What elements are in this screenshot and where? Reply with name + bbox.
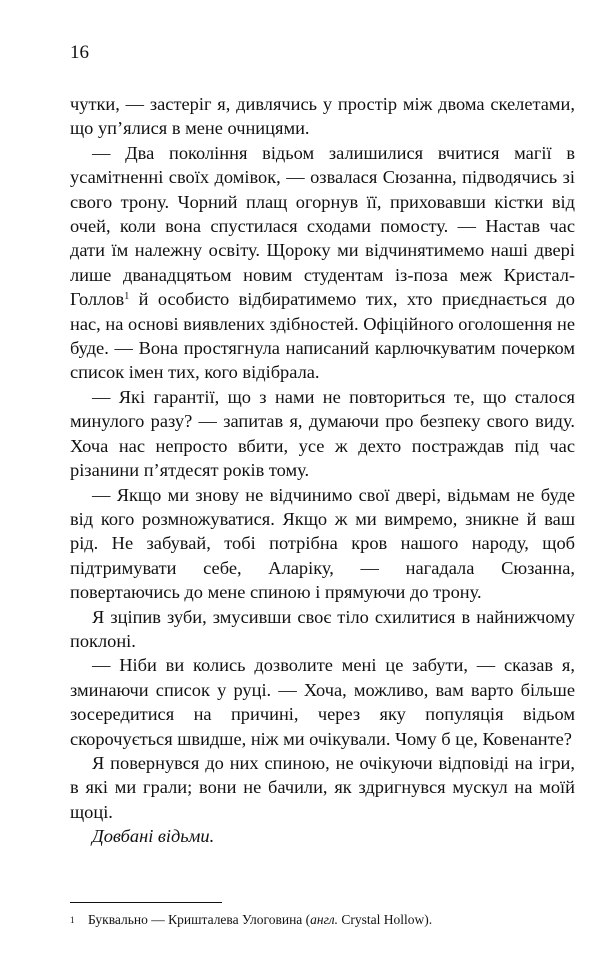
- footnote-rule: [70, 902, 222, 903]
- paragraph: Я зціпив зуби, змусивши своє тіло схилитися в найнижчому поклоні.: [70, 606, 575, 651]
- closing-line: Довбані відьми.: [92, 826, 215, 847]
- page-number: 16: [70, 42, 89, 63]
- footnote: [70, 911, 575, 929]
- paragraph: Я повернувся до них спиною, не очікуючи відповіді на ігри, в які ми грали; вони не бачили, як здригнувся мускул на моїй щоці.: [70, 752, 575, 822]
- paragraph: — Якщо ми знову не відчинимо свої двері, відьмам не буде від кого розмножуватися. Якщо ж ми вимремо, зникне й ваш рід. Не забувай, тобі потрібна кров нашого народу, щоб підтримувати себе, Аларіку, — нагадала Сюзанна, повертаючись до мене спиною і прямуючи до трону.: [70, 484, 575, 603]
- paragraph-text: й особисто відбиратимемо тих, хто приєднається до нас, на основі виявлених здібностей. Офіційного оголошення не буде. — Вона простягнула написаний карлючкуватим почерком список імен тих, кого відібрала.: [70, 289, 575, 383]
- body-text: [70, 92, 575, 849]
- paragraph: — Ніби ви колись дозволите мені це забути, — сказав я, зминаючи список у руці. — Хоча, можливо, вам варто більше зосередитися на причині, через яку популяція відьом скорочується швидше, ніж ми очікували. Чому б це, Ковенанте?: [70, 655, 575, 749]
- paragraph-text: — Два покоління відьом залишилися вчитися магії в усамітненні своїх домівок, — озвалася Сюзанна, підводячись зі свого трону. Чорний плащ огорнув її, приховавши кістки від очей, коли вона спустилася сходами помосту. — Настав час дати їм належну освіту. Щороку ми відчинятимемо наші двері лише дванадцятьом новим студентам із-поза меж Кристал-Голлов: [70, 142, 575, 310]
- footnote-text: Буквально — Кришталева Улоговина (: [88, 912, 311, 927]
- footnote-lang: англ.: [310, 912, 338, 927]
- footnote-ref[interactable]: 1: [124, 291, 130, 303]
- paragraph: — Які гарантії, що з нами не повториться те, що сталося минулого разу? — запитав я, думаючи про безпеку свого виду. Хоча нас непросто вбити, усе ж дехто постраждав під час різанини п’ятдесят років тому.: [70, 386, 575, 481]
- paragraph: [70, 141, 575, 385]
- paragraph: чутки, — застеріг я, дивлячись у простір між двома скелетами, що уп’ялися в мене очницями.: [70, 94, 575, 139]
- footnote-text-end: Crystal Hollow).: [337, 912, 433, 927]
- footnote-mark: 1: [70, 915, 75, 925]
